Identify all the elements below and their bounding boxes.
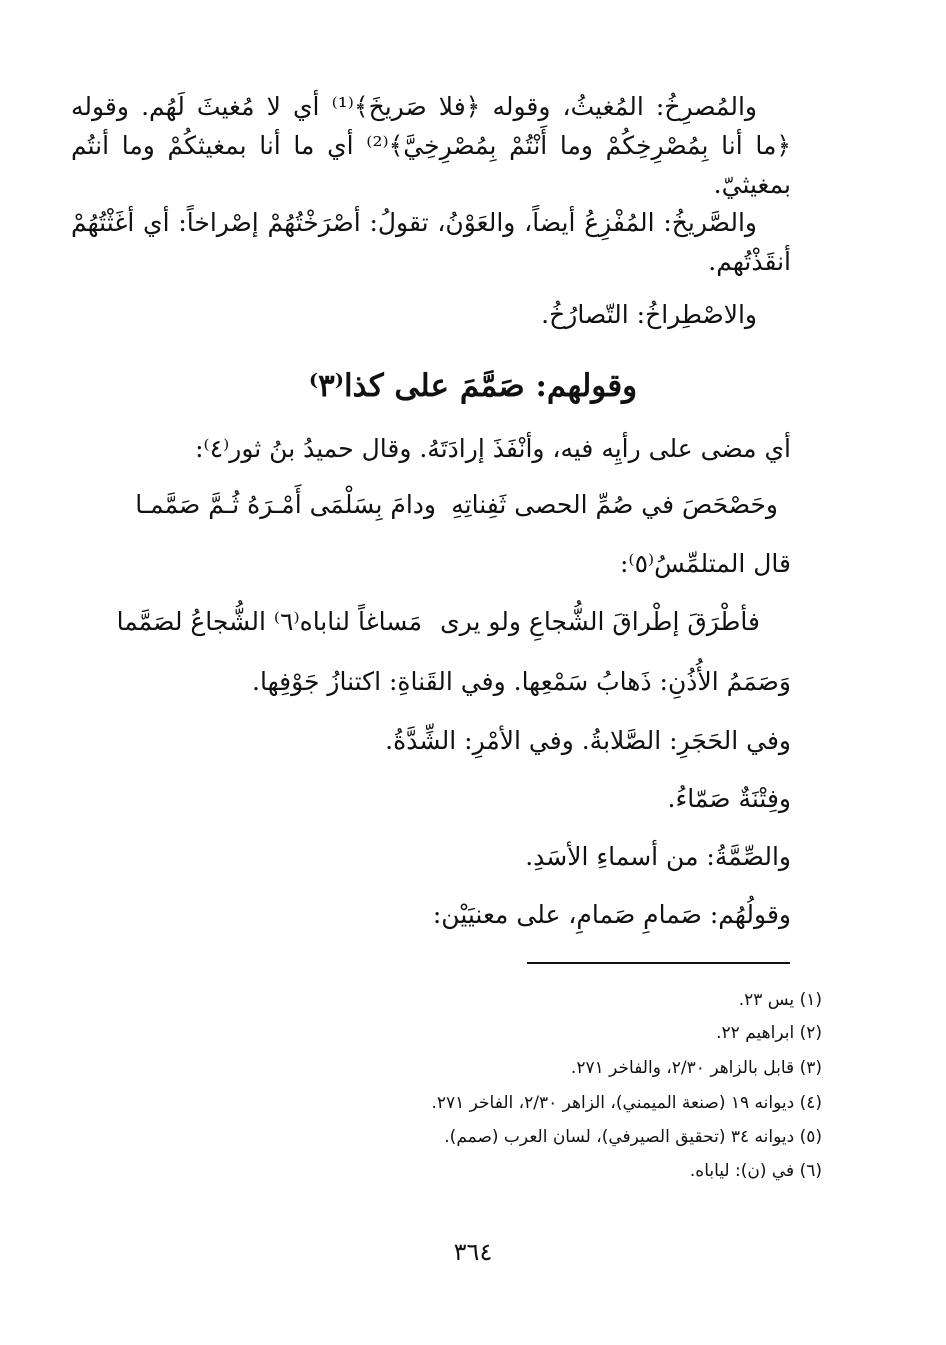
footnote-4: (٤) ديوانه ١٩ (صنعة الميمني)، الزاهر ٢/٣٠، الفاخر ٢٧١. (431, 1093, 822, 1113)
paragraph-sarikh: والصَّريخُ: المُفْزِعُ أيضاً، والعَوْنُ، تقولُ: أصْرَخْتُهُمْ إصْراخاً: أي أغَثْتُهُمْ أنقَذْتُهم. (71, 208, 791, 276)
section-heading: وقولهم: صَمَّمَ على كذا⁽٣⁾ (308, 368, 638, 404)
footnote-6: (٦) في (ن): لياباه. (689, 1161, 822, 1181)
page-number: ٣٦٤ (453, 1238, 493, 1266)
intro-line: أي مضى على رأيِه فيه، وأنْفَذَ إرادَتَهُ. وقال حميدُ بنُ ثور⁽٤⁾: (195, 434, 791, 463)
footnote-separator (527, 962, 790, 964)
footnote-1: (١) يس ٢٣. (738, 990, 822, 1010)
paragraph-musrikh: والمُصرِخُ: المُغيثُ، وقوله ﴿فلا صَريخَ﴾⁽¹⁾ أي لا مُغيثَ لَهُم. وقوله ﴿ما أنا بِمُصْرِخِكُمْ وما أَنْتُمْ بِمُصْرِخِيَّ﴾⁽²⁾ أي ما أنا بمغيثكُمْ وما أنتُم بمغيثيّ. (71, 92, 791, 199)
line-simma: والصِّمَّةُ: من أسماءِ الأسَدِ. (525, 842, 791, 871)
verse1-first-hemistich: وحَصْحَصَ في صُمِّ الحصى ثَفِناتِهِ (451, 490, 778, 519)
poet2-line: قال المتلمِّسُ⁽٥⁾: (620, 549, 791, 578)
line-qawluhum: وقولُهُم: صَمامِ صَمامِ، على معنيَيْن: (432, 900, 791, 929)
footnote-5: (٥) ديوانه ٣٤ (تحقيق الصيرفي)، لسان العرب (صمم). (444, 1127, 822, 1147)
verse1-second-hemistich: ودامَ بِسَلْمَى أَمْـرَهُ ثُـمَّ صَمَّمـا (135, 490, 436, 519)
opening-paragraphs (71, 88, 791, 335)
footnote-2: (٢) ابراهيم ٢٢. (716, 1023, 822, 1043)
verse2-first-hemistich: فأطْرَقَ إطْراقَ الشُّجاعِ ولو يرى (440, 607, 760, 636)
line-samam-udhun: وَصَمَمُ الأُذُنِ: ذَهابُ سَمْعِها. وفي القَناةِ: اكتنازُ جَوْفِها. (252, 667, 791, 696)
verse2-second-hemistich: مَساغاً لناباه⁽٦⁾ الشُّجاعُ لصَمَّما (116, 607, 422, 636)
paragraph-istirakh: والاصْطِراخُ: التّصارُخُ. (541, 299, 757, 329)
footnote-3: (٣) قابل بالزاهر ٢/٣٠، والفاخر ٢٧١. (570, 1058, 822, 1078)
line-fitna: وفِتْنَةٌ صَمّاءُ. (667, 784, 791, 813)
line-hajar: وفي الحَجَرِ: الصَّلابةُ. وفي الأمْرِ: الشِّدَّةُ. (385, 726, 791, 755)
